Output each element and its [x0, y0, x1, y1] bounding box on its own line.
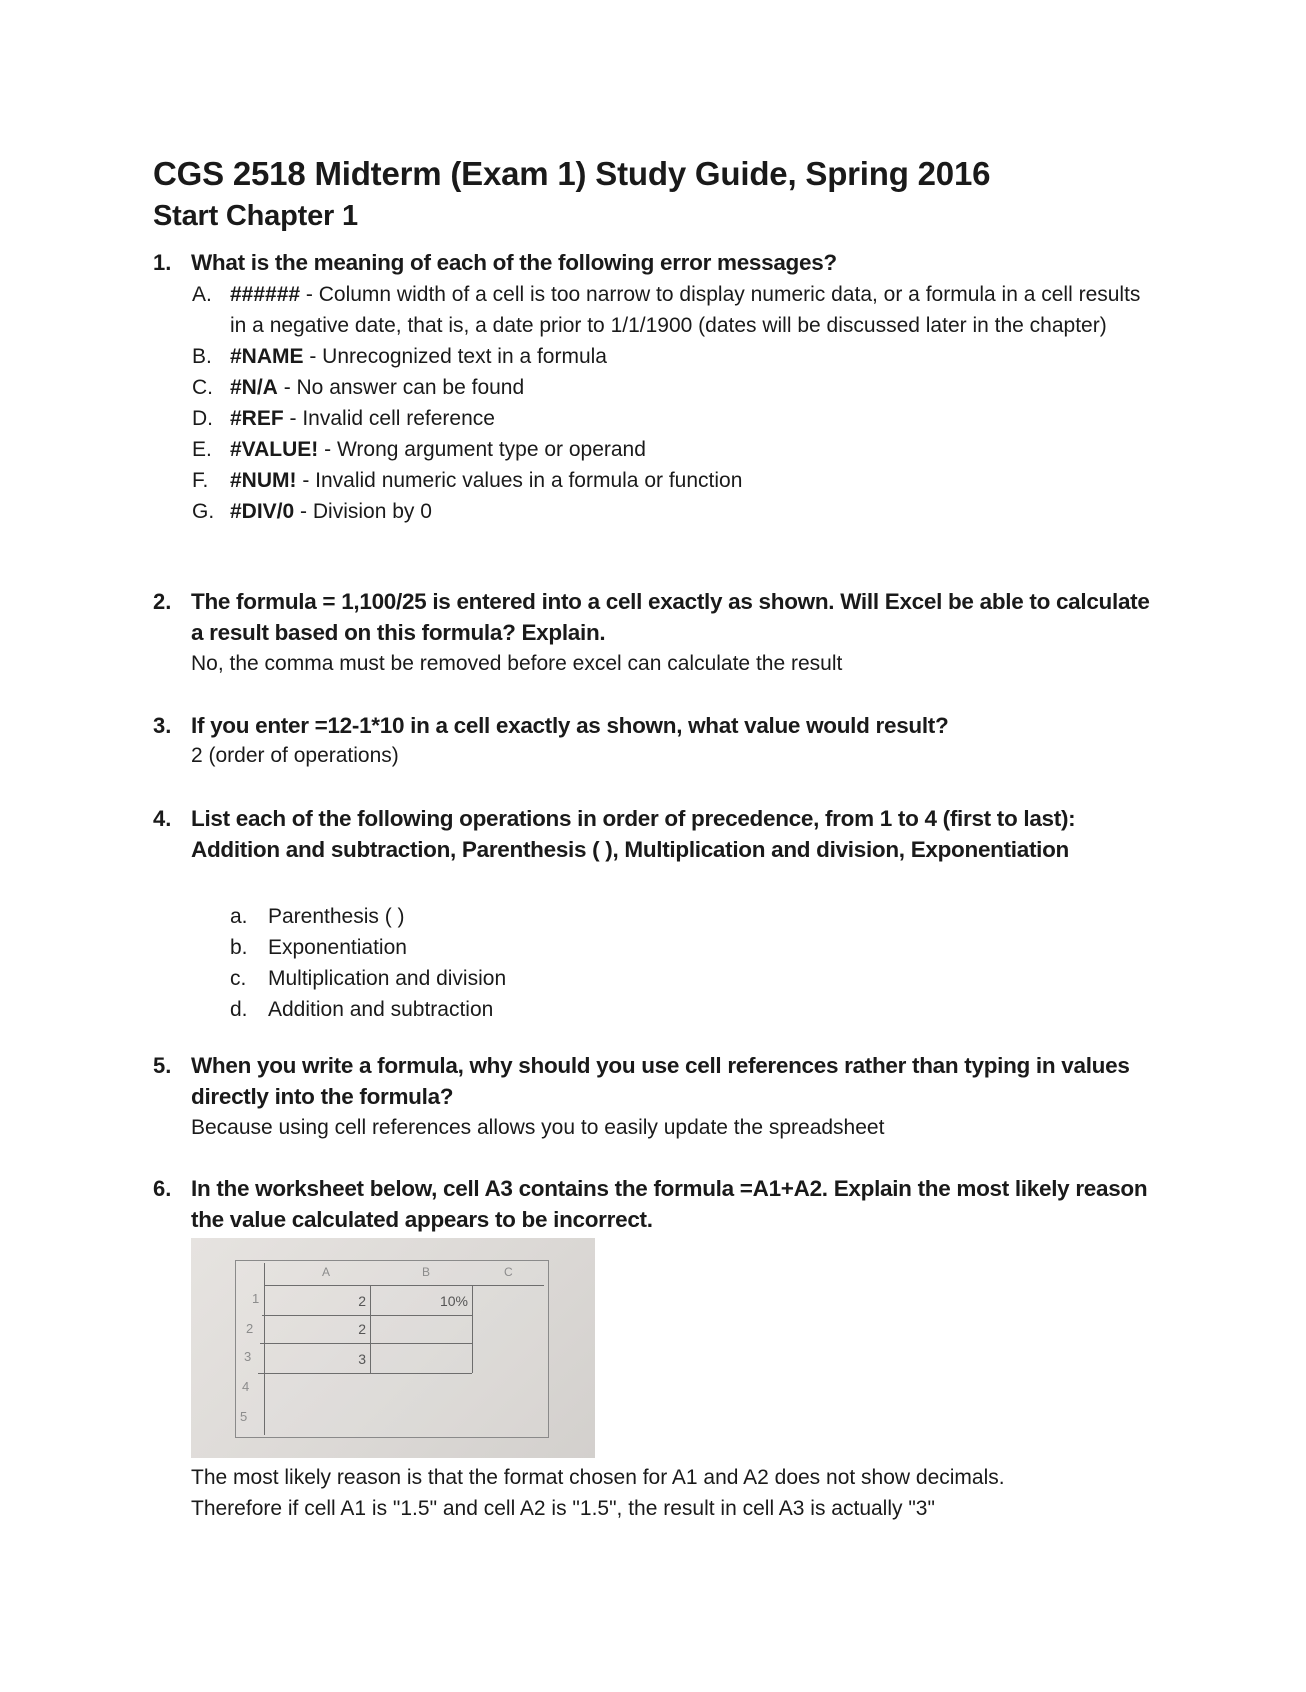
- list-item: [192, 403, 1162, 434]
- error-code: #REF: [230, 407, 284, 430]
- answer-text: Therefore if cell A1 is "1.5" and cell A2 is "1.5", the result in cell A3 is actually "3": [191, 1497, 935, 1520]
- cell-b1: 10%: [439, 1293, 468, 1309]
- row-header: 1: [252, 1291, 260, 1306]
- list-item: [230, 901, 930, 932]
- list-item: [192, 434, 1162, 465]
- item-letter: d.: [230, 998, 248, 1021]
- column-header: C: [504, 1265, 513, 1279]
- question-number: 6.: [153, 1176, 172, 1201]
- error-code: ######: [230, 283, 301, 306]
- cell-a3: 3: [358, 1351, 366, 1367]
- list-item: [230, 932, 930, 963]
- row-header: 4: [242, 1379, 250, 1394]
- error-code: #VALUE!: [230, 438, 319, 461]
- item-letter: D.: [192, 407, 213, 430]
- grid-line: [264, 1263, 265, 1435]
- question-text: List each of the following operations in order of precedence, from 1 to 4 (first to last): Addition and subtraction, Parenthesis ( ), Multiplication and division, Exponentiation: [191, 806, 1076, 862]
- cell-a1: 2: [358, 1293, 366, 1309]
- error-message-list: [192, 279, 1162, 527]
- item-letter: E.: [192, 438, 212, 461]
- error-code: #NUM!: [230, 469, 297, 492]
- item-text: Exponentiation: [268, 936, 407, 959]
- grid-line: [262, 1315, 472, 1316]
- list-item: [192, 465, 1162, 496]
- question-text: The formula = 1,100/25 is entered into a cell exactly as shown. Will Excel be able to calculate a result based on this formula? Explain.: [191, 589, 1150, 645]
- worksheet-grid: [235, 1260, 549, 1438]
- answer-text: Because using cell references allows you to easily update the spreadsheet: [191, 1116, 885, 1139]
- error-code: #NAME: [230, 345, 304, 368]
- question-number: 2.: [153, 589, 172, 614]
- item-text: Addition and subtraction: [268, 998, 494, 1021]
- question-text: When you write a formula, why should you use cell references rather than typing in values directly into the formula?: [191, 1053, 1130, 1109]
- item-letter: a.: [230, 905, 248, 928]
- item-letter: A.: [192, 283, 212, 306]
- page-title: CGS 2518 Midterm (Exam 1) Study Guide, Spring 2016: [153, 155, 991, 192]
- column-header: A: [322, 1265, 331, 1279]
- grid-line: [472, 1285, 473, 1373]
- list-item: [230, 994, 930, 1025]
- error-code: #N/A: [230, 376, 278, 399]
- question-number: 3.: [153, 713, 172, 738]
- row-header: 5: [240, 1409, 248, 1424]
- chapter-title: Start Chapter 1: [153, 200, 358, 232]
- error-description: - Unrecognized text in a formula: [303, 345, 607, 368]
- grid-line: [370, 1285, 371, 1373]
- item-letter: F.: [192, 469, 209, 492]
- list-item: [192, 279, 1162, 341]
- list-item: [192, 496, 1162, 527]
- error-description: - Wrong argument type or operand: [318, 438, 646, 461]
- cell-a2: 2: [358, 1321, 366, 1337]
- precedence-list: [230, 901, 930, 1025]
- error-description: - Invalid cell reference: [283, 407, 495, 430]
- question-text: In the worksheet below, cell A3 contains the formula =A1+A2. Explain the most likely reason the value calculated appears to be incorrect.: [191, 1176, 1148, 1232]
- question-number: 1.: [153, 250, 172, 275]
- question-text: If you enter =12-1*10 in a cell exactly as shown, what value would result?: [191, 713, 949, 738]
- list-item: [192, 341, 1162, 372]
- answer-text: 2 (order of operations): [191, 744, 399, 767]
- row-header: 2: [246, 1321, 254, 1336]
- grid-line: [258, 1373, 472, 1374]
- item-text: Multiplication and division: [268, 967, 507, 990]
- row-header: 3: [244, 1349, 252, 1364]
- question-number: 4.: [153, 806, 172, 831]
- item-letter: c.: [230, 967, 247, 990]
- worksheet-photo: [191, 1238, 595, 1458]
- grid-line: [260, 1343, 472, 1344]
- error-code: #DIV/0: [230, 500, 295, 523]
- question-text: What is the meaning of each of the following error messages?: [191, 250, 837, 275]
- error-description: - Invalid numeric values in a formula or function: [296, 469, 743, 492]
- question-number: 5.: [153, 1053, 172, 1078]
- answer-text: The most likely reason is that the format chosen for A1 and A2 does not show decimals.: [191, 1466, 1005, 1489]
- item-letter: G.: [192, 500, 215, 523]
- column-header: B: [422, 1265, 431, 1279]
- answer-text: No, the comma must be removed before excel can calculate the result: [191, 652, 843, 675]
- item-letter: B.: [192, 345, 212, 368]
- item-text: Parenthesis ( ): [268, 905, 405, 928]
- error-description: - Column width of a cell is too narrow to display numeric data, or a formula in a cell results in a negative date, that is, a date prior to 1/1/1900 (dates will be discussed later in the chapter): [230, 283, 1141, 337]
- error-description: - Division by 0: [294, 500, 432, 523]
- list-item: [230, 963, 930, 994]
- list-item: [192, 372, 1162, 403]
- item-letter: C.: [192, 376, 213, 399]
- error-description: - No answer can be found: [277, 376, 525, 399]
- grid-line: [264, 1285, 544, 1286]
- item-letter: b.: [230, 936, 248, 959]
